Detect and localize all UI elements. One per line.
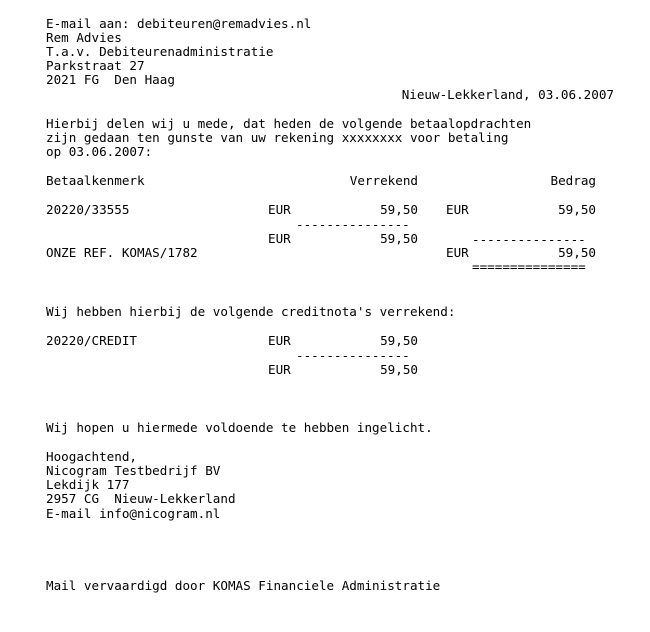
col-header-amount: Bedrag: [550, 173, 596, 188]
intro-line-2: zijn gedaan ten gunste van uw rekening xxxxxxxx voor betaling: [46, 130, 509, 145]
credit-rule: ---------------: [296, 349, 410, 363]
total-currency: EUR: [446, 245, 469, 260]
signature-city: 2957 CG Nieuw-Lekkerland: [46, 491, 236, 506]
subtotal-settled: 59,50: [380, 231, 418, 246]
credit-amount: 59,50: [380, 333, 418, 348]
recipient-street: Parkstraat 27: [46, 58, 145, 73]
intro-line-1: Hierbij delen wij u mede, dat heden de volgende betaalopdrachten: [46, 116, 532, 131]
credit-intro: Wij hebben hierbij de volgende creditnota's verrekend:: [46, 304, 456, 319]
col-header-reference: Betaalkenmerk: [46, 173, 145, 188]
intro-line-3: op 03.06.2007:: [46, 144, 153, 159]
credit-reference: 20220/CREDIT: [46, 333, 137, 348]
subtotal-currency: EUR: [268, 231, 291, 246]
email-to: E-mail aan: debiteuren@remadvies.nl: [46, 16, 312, 31]
signature-greeting: Hoogachtend,: [46, 449, 137, 464]
place-date: Nieuw-Lekkerland, 03.06.2007: [401, 87, 614, 102]
footer-note: Mail vervaardigd door KOMAS Financiele Administratie: [46, 578, 441, 593]
our-reference: ONZE REF. KOMAS/1782: [46, 245, 198, 260]
credit-currency: EUR: [268, 333, 291, 348]
amount-rule: ---------------: [472, 233, 586, 247]
payment-currency-amount: EUR: [446, 202, 469, 217]
credit-total-amount: 59,50: [380, 362, 418, 377]
col-header-settled: Verrekend: [349, 173, 418, 188]
total-double-rule: ===============: [472, 260, 586, 274]
payment-settled: 59,50: [380, 202, 418, 217]
payment-currency-settled: EUR: [268, 202, 291, 217]
payment-reference: 20220/33555: [46, 202, 130, 217]
closing-text: Wij hopen u hiermede voldoende te hebben ingelicht.: [46, 420, 433, 435]
credit-total-currency: EUR: [268, 362, 291, 377]
recipient-city: 2021 FG Den Haag: [46, 72, 175, 87]
recipient-attn: T.a.v. Debiteurenadministratie: [46, 44, 274, 59]
settled-rule: ---------------: [296, 218, 410, 232]
signature-company: Nicogram Testbedrijf BV: [46, 463, 221, 478]
payment-amount: 59,50: [558, 202, 596, 217]
recipient-company: Rem Advies: [46, 30, 122, 45]
signature-email: E-mail info@nicogram.nl: [46, 506, 221, 521]
signature-street: Lekdijk 177: [46, 477, 130, 492]
total-amount: 59,50: [558, 245, 596, 260]
